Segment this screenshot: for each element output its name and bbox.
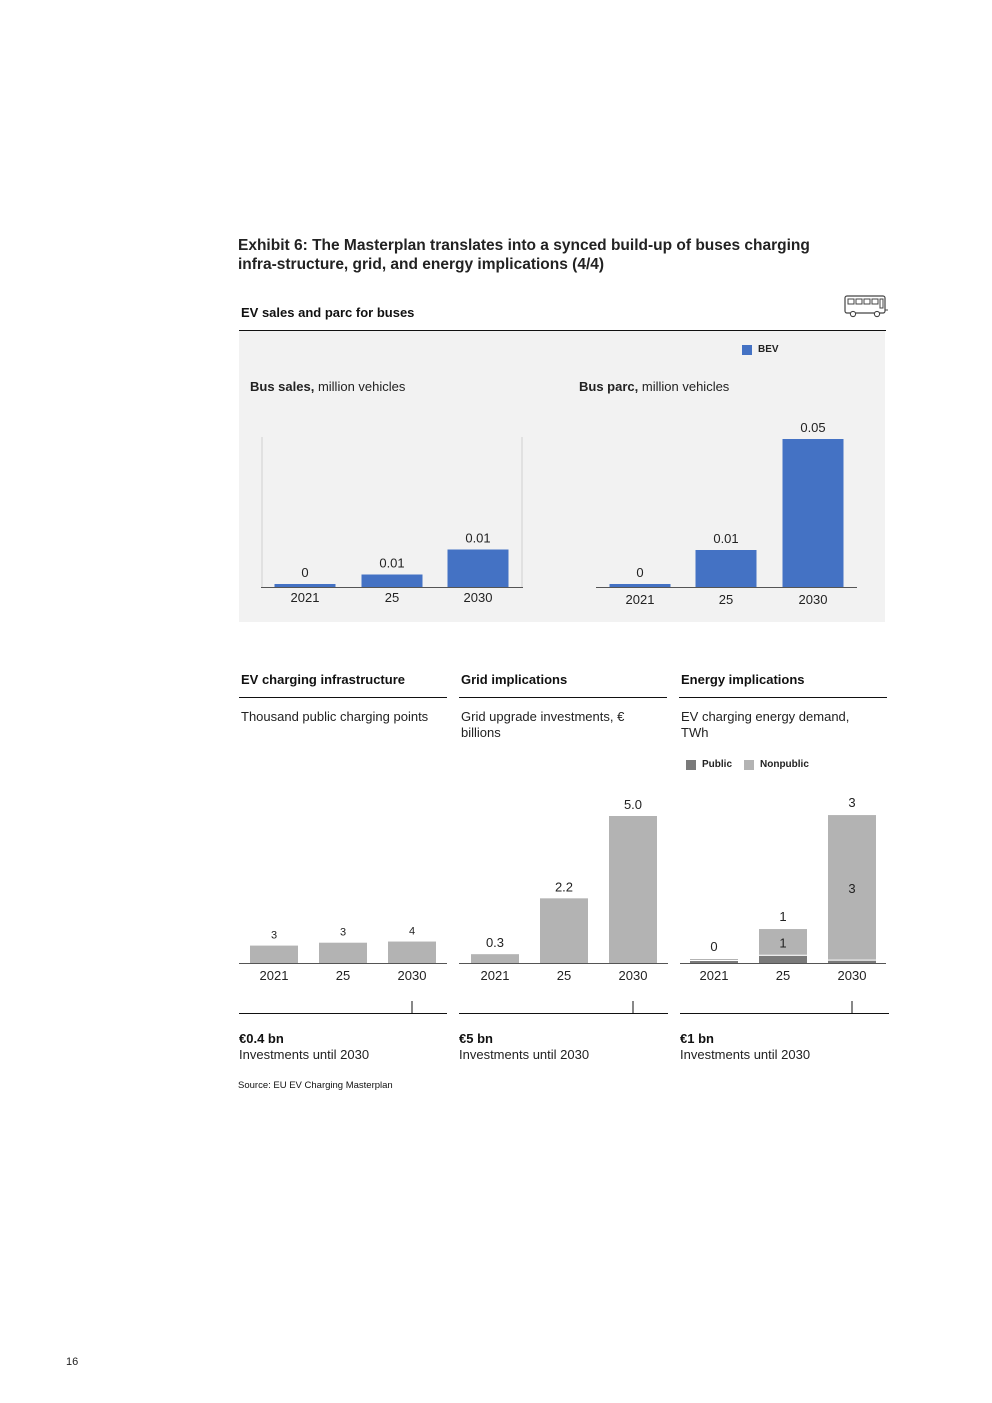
legend-nonpublic [744,759,809,770]
charging-data-label-25: 3 [339,926,347,939]
bus-sales-subtitle: Bus sales, million vehicles [250,379,406,394]
charging-tick-label-2021: 2021 [259,968,289,983]
sales-bar-2030 [448,550,509,588]
heading-energy-implications: Energy implications [681,672,805,687]
subtitle-grid: Grid upgrade investments, € billions [461,709,625,740]
legend-swatch-public [686,760,696,770]
charging-bar-2030 [388,942,436,963]
energy-bar-public-2021 [690,961,738,963]
sales-tick-label-25: 25 [384,590,400,605]
charging-bar-2021 [250,946,298,963]
charging-data-label-2030: 4 [408,925,416,938]
energy-tick-label-25: 25 [775,968,791,983]
source-note: Source: EU EV Charging Masterplan [238,1080,393,1091]
sales-data-label-2030: 0.01 [465,530,491,546]
parc-tick-label-25: 25 [718,592,734,607]
parc-tick-label-2030: 2030 [798,592,828,607]
sales-tick-label-2030: 2030 [463,590,493,605]
exhibit-title: Exhibit 6: The Masterplan translates into a synced build-up of buses charging infra-structure, grid, and energy implications (4/4) [238,237,810,273]
section-heading-ev-sales: EV sales and parc for buses [241,305,415,320]
bus-sales-title: Bus sales [250,379,311,394]
energy-tick-label-2030: 2030 [837,968,867,983]
bus-parc-title: Bus parc [579,379,635,394]
heading-grid-implications: Grid implications [461,672,568,687]
charging-bar-25 [319,943,367,963]
grid-data-label-2030: 5.0 [623,797,643,812]
energy-total-label-25: 1 [779,909,787,925]
footer-value-energy: €1 bn [680,1031,714,1046]
parc-data-label-2021: 0 [636,565,644,580]
energy-segment-label-25: 1 [779,935,787,951]
grid-bar-25 [540,898,588,963]
page-number: 16 [66,1356,79,1368]
legend-label-bev: BEV [758,344,779,355]
sales-bar-25 [362,575,423,588]
grid-tick-label-2021: 2021 [480,968,510,983]
bus-parc-subtitle: Bus parc, million vehicles [579,379,730,394]
parc-bar-25 [696,550,757,587]
sales-data-label-2021: 0 [301,565,309,580]
parc-data-label-2030: 0.05 [800,420,826,435]
footer-label-energy: Investments until 2030 [680,1047,811,1062]
rule-grid [459,697,667,698]
legend-swatch-nonpublic [744,760,754,770]
legend-label-public: Public [702,759,733,770]
energy-total-label-2030: 3 [848,795,856,811]
charging-tick-label-2030: 2030 [397,968,427,983]
legend-public [686,759,732,770]
parc-data-label-25: 0.01 [713,531,739,546]
energy-total-label-2021: 0 [710,939,718,954]
grid-tick-label-25: 25 [556,968,572,983]
bus-parc-unit: million vehicles [641,379,730,394]
grid-data-label-2021: 0.3 [485,935,505,951]
subtitle-charging: Thousand public charging points [241,709,429,724]
parc-bar-2030 [783,439,844,587]
bus-sales-unit: million vehicles [317,379,406,394]
subtitle-energy: EV charging energy demand, TWh [681,709,850,740]
footer-label-grid: Investments until 2030 [459,1047,590,1062]
energy-segment-label-2030: 3 [848,880,856,896]
footer-label-charging: Investments until 2030 [239,1047,370,1062]
grid-bar-2030 [609,816,657,963]
legend-label-nonpublic: Nonpublic [760,759,809,770]
footer-value-grid: €5 bn [459,1031,493,1046]
parc-tick-label-2021: 2021 [625,592,655,607]
rule-charging [239,697,447,698]
charging-data-label-2021: 3 [270,929,278,942]
energy-tick-label-2021: 2021 [699,968,729,983]
sales-tick-label-2021: 2021 [290,590,320,605]
charging-tick-label-25: 25 [335,968,351,983]
energy-bar-public-25 [759,956,807,963]
sales-data-label-25: 0.01 [379,555,405,571]
grid-tick-label-2030: 2030 [618,968,648,983]
rule-energy [679,697,887,698]
heading-charging-infrastructure: EV charging infrastructure [241,672,405,687]
footer-value-charging: €0.4 bn [239,1031,284,1046]
parc-bar-2021 [610,584,671,587]
grid-data-label-25: 2.2 [554,879,574,895]
grid-bar-2021 [471,954,519,963]
energy-bar-public-2030 [828,961,876,963]
sales-bar-2021 [275,584,336,587]
